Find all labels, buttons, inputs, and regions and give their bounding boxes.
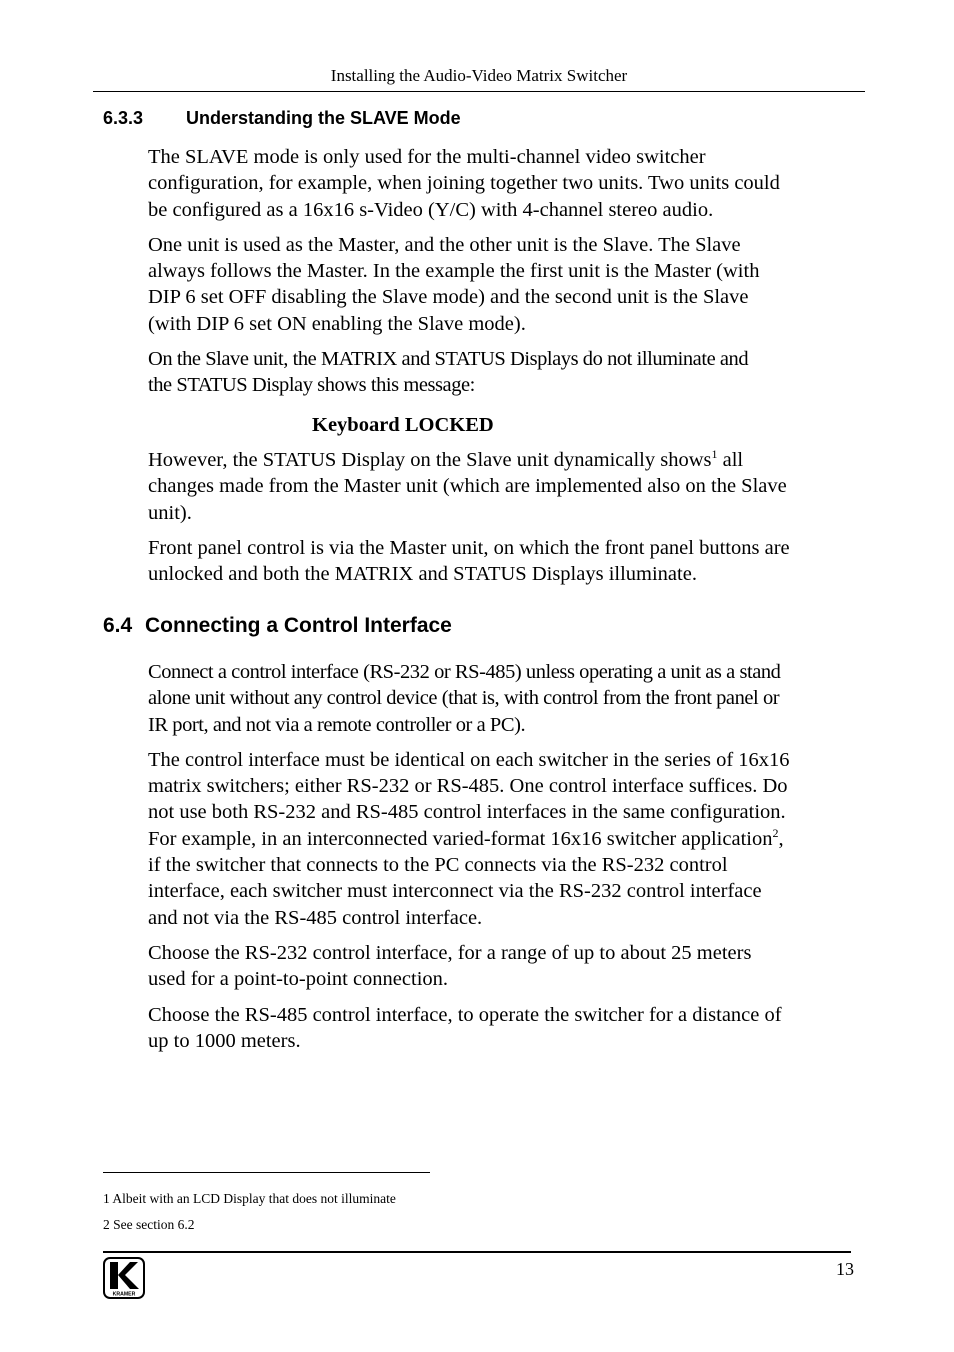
paragraph-master-slave	[148, 232, 864, 337]
text-line: alone unit without any control device (that is, with control from the front panel or	[148, 687, 780, 710]
text-line: always follows the Master. In the example the first unit is the Master (with	[148, 260, 760, 283]
paragraph-connect-interface	[148, 659, 864, 738]
section-heading-6-3-3	[103, 107, 461, 129]
text-line: However, the STATUS Display on the Slave unit dynamically shows	[148, 448, 712, 471]
text-line: not use both RS-232 and RS-485 control interfaces in the same configuration.	[148, 801, 786, 824]
running-header: Installing the Audio-Video Matrix Switcher	[330, 66, 628, 85]
text-line: Choose the RS-232 control interface, for a range of up to about 25 meters	[148, 941, 752, 964]
paragraph-rs485	[148, 1002, 864, 1055]
text-line: The SLAVE mode is only used for the multi-channel video switcher	[148, 146, 706, 168]
status-message: Keyboard LOCKED	[312, 413, 494, 436]
text-line: changes made from the Master unit (which are implemented also on the Slave	[148, 475, 787, 498]
text-line: and not via the RS-485 control interface.	[148, 906, 483, 929]
footnotes	[103, 1191, 396, 1233]
text-line: Front panel control is via the Master unit, on which the front panel buttons are	[148, 536, 790, 559]
section-title: Connecting a Control Interface	[145, 614, 452, 637]
text-line: Connect a control interface (RS-232 or RS-485) unless operating a unit as a stand	[148, 661, 781, 683]
text-line: One unit is used as the Master, and the other unit is the Slave. The Slave	[148, 233, 741, 256]
text-line: The control interface must be identical on each switcher in the series of 16x16	[148, 748, 790, 771]
paragraph-rs232	[148, 940, 864, 993]
text-line: Choose the RS-485 control interface, to operate the switcher for a distance of	[148, 1003, 782, 1026]
section-6-3-3-body	[148, 144, 864, 587]
paragraph-slave-displays	[148, 346, 864, 399]
text-line: matrix switchers; either RS-232 or RS-485. One control interface suffices. Do	[148, 775, 788, 798]
paragraph-front-panel	[148, 535, 864, 588]
text-line: IR port, and not via a remote controller or a PC).	[148, 713, 526, 736]
footnote-ref: 2	[772, 825, 779, 840]
text-line: all	[717, 448, 744, 471]
text-line: used for a point-to-point connection.	[148, 968, 449, 991]
section-number: 6.3.3	[103, 108, 144, 128]
paragraph-identical-interface	[148, 747, 864, 931]
section-heading-6-4	[103, 613, 452, 639]
section-number: 6.4	[103, 614, 133, 637]
logo-text: KRAMER	[112, 1291, 136, 1298]
text-line: On the Slave unit, the MATRIX and STATUS Displays do not illuminate and	[148, 348, 749, 371]
kramer-logo-icon	[103, 1257, 145, 1299]
paragraph-slave-mode	[148, 144, 864, 223]
footer-rule	[103, 1251, 851, 1253]
text-line: interface, each switcher must interconnect via the RS-232 control interface	[148, 880, 762, 903]
header-rule	[93, 91, 865, 92]
text-line: DIP 6 set OFF disabling the Slave mode) and the second unit is the Slave	[148, 286, 749, 309]
section-6-4-body	[148, 659, 864, 1054]
text-line: unlocked and both the MATRIX and STATUS Displays illuminate.	[148, 563, 697, 586]
footnote-1: 1 Albeit with an LCD Display that does not illuminate	[103, 1191, 396, 1206]
footnote-rule	[103, 1172, 430, 1173]
section-title: Understanding the SLAVE Mode	[186, 108, 461, 128]
text-line: up to 1000 meters.	[148, 1029, 301, 1052]
text-line: if the switcher that connects to the PC connects via the RS-232 control	[148, 854, 728, 877]
text-line: (with DIP 6 set ON enabling the Slave mode).	[148, 312, 526, 335]
text-line: the STATUS Display shows this message:	[148, 374, 475, 397]
footnote-2: 2 See section 6.2	[103, 1217, 195, 1232]
text-line: unit).	[148, 501, 192, 524]
text-line: For example, in an interconnected varied-format 16x16 switcher application	[148, 827, 773, 850]
text-line: ,	[778, 827, 784, 850]
paragraph-dynamic-display	[148, 447, 864, 526]
text-line: be configured as a 16x16 s-Video (Y/C) with 4-channel stereo audio.	[148, 198, 714, 221]
footnote-ref: 1	[711, 446, 718, 461]
page-number: 13	[836, 1259, 854, 1279]
text-line: configuration, for example, when joining together two units. Two units could	[148, 172, 780, 195]
